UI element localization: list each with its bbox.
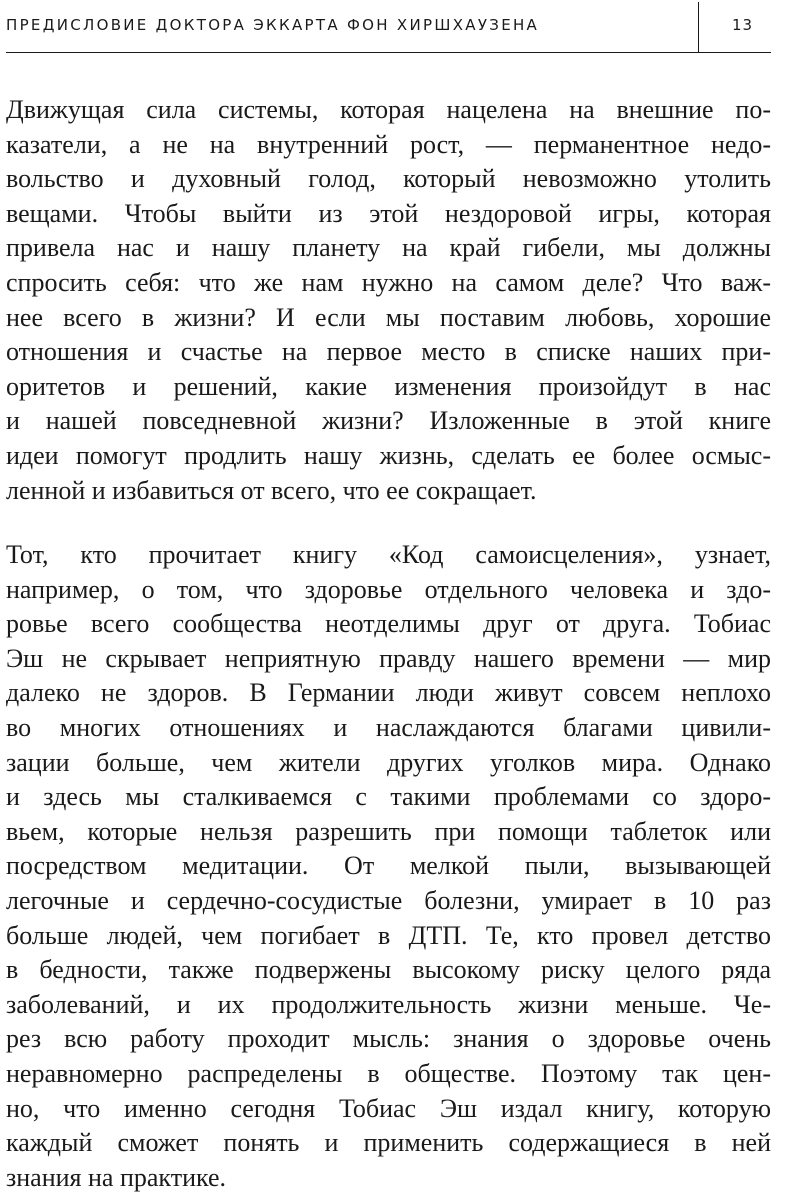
text-line: Движущая сила системы, которая нацелена на внешние по- bbox=[6, 95, 771, 124]
text-line: зации больше, чем жители других уголков мира. Однако bbox=[6, 747, 771, 777]
text-line: нее всего в жизни? И если мы поставим любовь, хорошие bbox=[6, 302, 771, 332]
text-line: идеи помогут продлить нашу жизнь, сделать ее более осмыс- bbox=[6, 440, 771, 470]
text-line: ленной и избавиться от всего, что ее сокращает. bbox=[6, 475, 537, 505]
text-line: в бедности, также подвержены высокому риску целого ряда bbox=[6, 955, 771, 985]
text-line: легочные и сердечно-сосудистые болезни, умирает в 10 раз bbox=[6, 885, 771, 915]
text-line: но, что именно сегодня Тобиас Эш издал книгу, которую bbox=[6, 1093, 771, 1123]
text-line: спросить себя: что же нам нужно на самом деле? Что важ- bbox=[6, 267, 771, 297]
text-line: ровье всего сообщества неотделимы друг от друга. Тобиас bbox=[6, 609, 771, 639]
paragraph-1 bbox=[6, 93, 771, 508]
text-line: например, о том, что здоровье отдельного человека и здо- bbox=[6, 574, 771, 604]
text-line: во многих отношениях и наслаждаются благами цивили- bbox=[6, 712, 771, 742]
paragraph-2 bbox=[6, 538, 771, 1195]
text-line: вещами. Чтобы выйти из этой нездоровой игры, которая bbox=[6, 198, 771, 228]
running-head-title: ПРЕДИСЛОВИЕ ДОКТОРА ЭККАРТА ФОН ХИРШХАУЗЕНА bbox=[6, 16, 540, 34]
text-line: знания на практике. bbox=[6, 1162, 227, 1192]
running-head bbox=[6, 0, 771, 53]
text-line: и здесь мы сталкиваемся с такими проблемами со здоро- bbox=[6, 782, 771, 812]
text-line: неравномерно распределены в обществе. Поэтому так цен- bbox=[6, 1058, 771, 1088]
text-line: далеко не здоров. В Германии люди живут совсем неплохо bbox=[6, 678, 771, 708]
text-line: рез всю работу проходит мысль: знания о здоровье очень bbox=[6, 1024, 771, 1054]
text-line: больше людей, чем погибает в ДТП. Те, кто провел детство bbox=[6, 920, 771, 950]
text-line: оритетов и решений, какие изменения произойдут в нас bbox=[6, 371, 771, 401]
text-line: казатели, а не на внутренний рост, — перманентное недо- bbox=[6, 129, 771, 159]
text-line: посредством медитации. От мелкой пыли, вызывающей bbox=[6, 851, 771, 881]
text-line: каждый сможет понять и применить содержащиеся в ней bbox=[6, 1128, 771, 1158]
text-line: и нашей повседневной жизни? Изложенные в этой книге bbox=[6, 406, 771, 436]
text-line: вьем, которые нельзя разрешить при помощи таблеток или bbox=[6, 816, 771, 846]
text-line: привела нас и нашу планету на край гибели, мы должны bbox=[6, 233, 771, 263]
page-number: 13 bbox=[732, 16, 754, 34]
text-line: Тот, кто прочитает книгу «Код самоисцеления», узнает, bbox=[6, 540, 771, 569]
text-line: заболеваний, и их продолжительность жизни меньше. Че- bbox=[6, 989, 771, 1019]
text-line: Эш не скрывает неприятную правду нашего времени — мир bbox=[6, 643, 771, 673]
text-line: вольство и духовный голод, который невозможно утолить bbox=[6, 164, 771, 194]
text-line: отношения и счастье на первое место в списке наших при- bbox=[6, 337, 771, 367]
running-head-divider bbox=[698, 2, 699, 52]
